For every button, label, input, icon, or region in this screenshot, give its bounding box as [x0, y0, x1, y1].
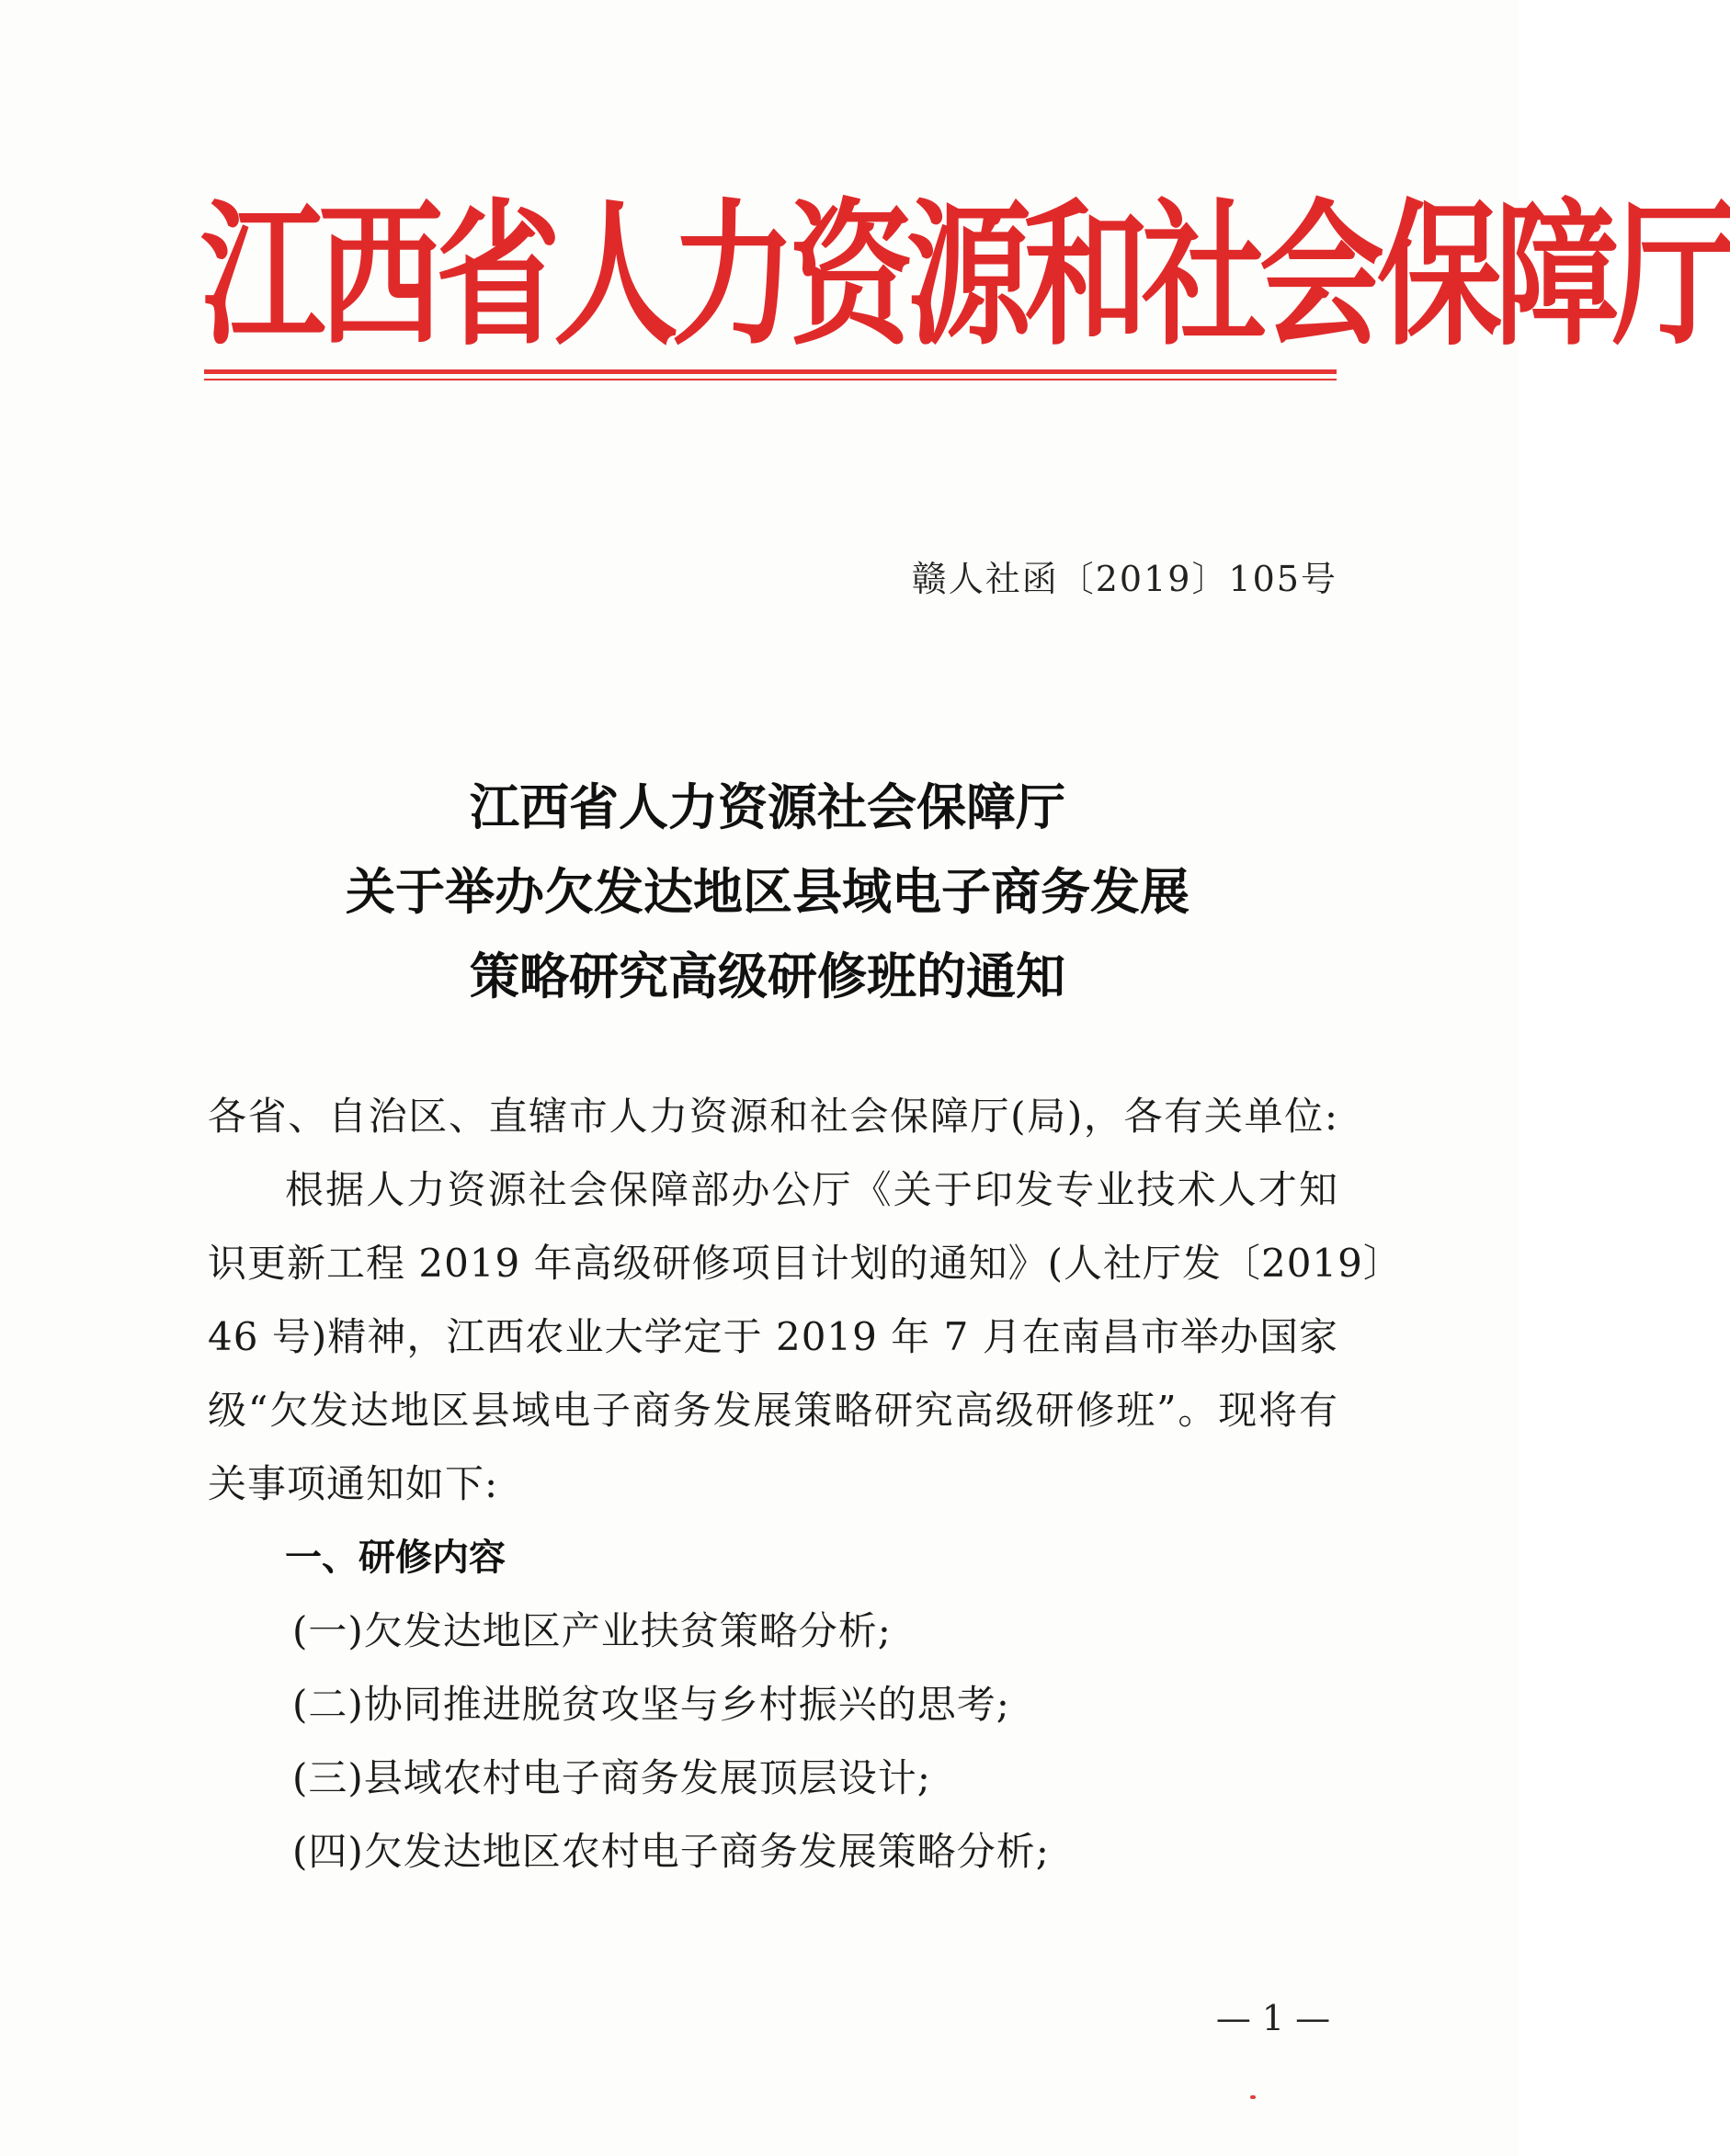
list-item: (一)欠发达地区产业扶贫策略分析; — [292, 1608, 892, 1653]
organization-letterhead-title: 江西省人力资源和社会保障厅 — [200, 184, 1730, 368]
letterhead-red-rule-thin — [204, 379, 1337, 380]
document-number: 赣人社函〔2019〕105号 — [911, 559, 1337, 599]
section-heading: 一、研修内容 — [285, 1537, 506, 1579]
list-item: (二)协同推进脱贫攻坚与乡村振兴的思考; — [292, 1682, 1010, 1727]
page-number: — 1 — — [1215, 1998, 1331, 2038]
headline-line-3: 策略研究高级研修班的通知 — [470, 947, 1065, 1005]
headline-line-1: 江西省人力资源社会保障厅 — [470, 777, 1065, 836]
paragraph-line: 46 号)精神，江西农业大学定于 2019 年 7 月在南昌市举办国家 — [208, 1314, 1338, 1359]
list-item: (四)欠发达地区农村电子商务发展策略分析; — [292, 1829, 1050, 1874]
paragraph-line: 根据人力资源社会保障部办公厅《关于印发专业技术人才知 — [285, 1167, 1338, 1212]
salutation: 各省、自治区、直辖市人力资源和社会保障厅(局)，各有关单位: — [208, 1094, 1338, 1139]
scan-speck — [1250, 2095, 1256, 2099]
headline-line-2: 关于举办欠发达地区县域电子商务发展 — [346, 862, 1189, 921]
letterhead-red-rule — [204, 369, 1337, 374]
list-item: (三)县域农村电子商务发展顶层设计; — [292, 1755, 931, 1800]
paragraph-line: 关事项通知如下: — [208, 1461, 499, 1506]
paragraph-line: 识更新工程 2019 年高级研修项目计划的通知》(人社厅发〔2019〕 — [208, 1241, 1403, 1286]
paragraph-line: 级“欠发达地区县域电子商务发展策略研究高级研修班”。现将有 — [208, 1388, 1338, 1433]
